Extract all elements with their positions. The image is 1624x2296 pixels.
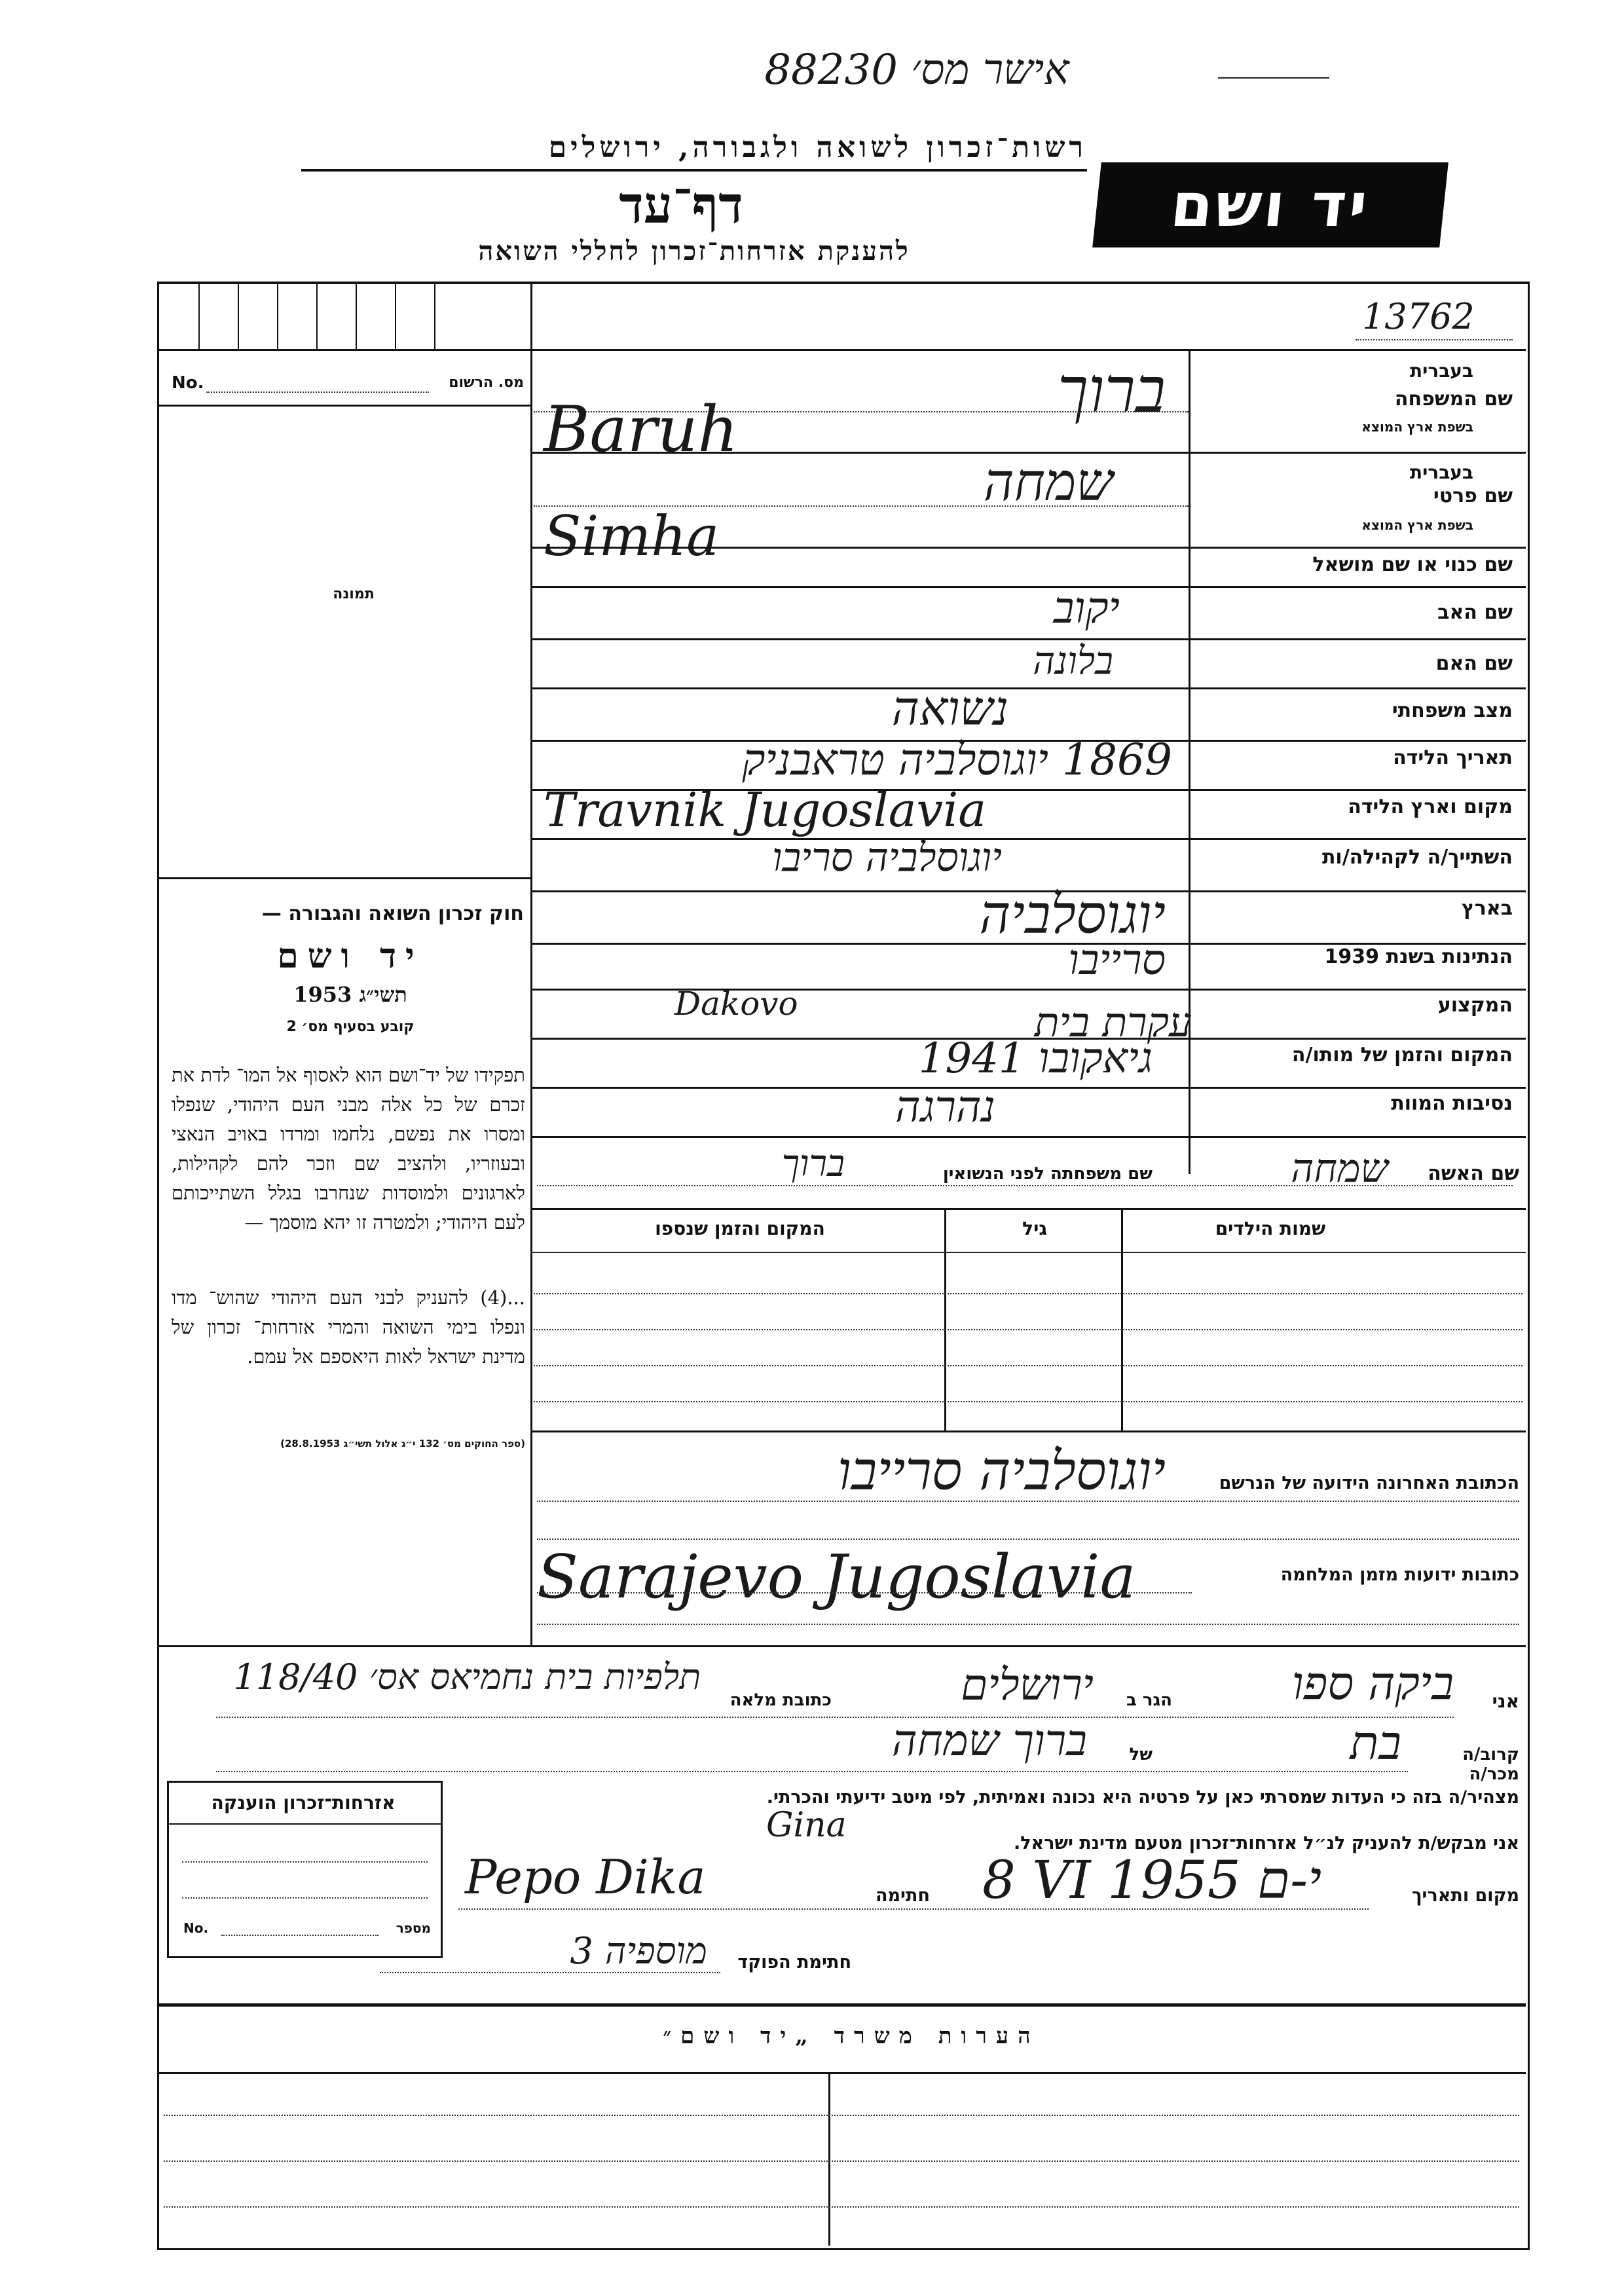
top-rule-left xyxy=(159,349,532,351)
value-relation: בת xyxy=(1350,1715,1401,1770)
label-father: שם האב xyxy=(1437,601,1513,624)
rule-wife xyxy=(530,1208,1526,1210)
value-birth-place: Travnik Jugoslavia xyxy=(544,782,987,837)
label-wife-name: שם האשה xyxy=(1428,1162,1519,1185)
label-profession: המקצוע xyxy=(1437,994,1513,1017)
children-header-rule xyxy=(530,1252,1526,1253)
label-first-name: שם פרטי xyxy=(1433,484,1513,507)
reg-no-rule xyxy=(159,405,532,407)
relative-line xyxy=(216,1771,1408,1772)
value-death-town: Dakovo xyxy=(674,985,798,1023)
value-citizenship: סרייבו xyxy=(1068,936,1166,985)
rule-first xyxy=(530,547,1526,549)
value-maiden-name: ברוך xyxy=(781,1142,845,1185)
signature-line xyxy=(458,1908,1369,1910)
label-first-hebrew: בעברית xyxy=(1409,462,1473,483)
org-line: רשות־זכרון לשואה ולגבורה, ירושלים xyxy=(548,131,1087,164)
law-name: יד ושם xyxy=(277,936,424,976)
label-declarant: אני xyxy=(1492,1690,1519,1712)
value-wife-name: שמחה xyxy=(1291,1146,1388,1192)
reg-no-prefix: No. xyxy=(172,373,204,393)
value-signature-2: Gina xyxy=(766,1806,847,1845)
children-col-2 xyxy=(944,1208,946,1430)
label-death-circumstances: נסיבות המוות xyxy=(1391,1092,1513,1115)
value-birth-date: 1869 יוגוסלביה טראבניק xyxy=(742,735,1172,785)
value-full-address: תלפיות בית נחמיאס אס׳ 118/40 xyxy=(233,1656,701,1698)
law-paragraph-2: ...(4) להעניק לבני העם היהודי שהוש־ מדו ונפלו בימי השואה והמרי אזרחות־ זכרון של מדינת ישראל לאות היאספם אל עמם. xyxy=(172,1286,525,1368)
rule-death-circumstances xyxy=(530,1136,1526,1138)
rule-wartime xyxy=(159,1645,1526,1647)
value-declarant-city: ירושלים xyxy=(961,1660,1094,1710)
value-death-place: גיאקובו 1941 xyxy=(918,1034,1153,1083)
value-of-name: ברוך שמחה xyxy=(891,1715,1087,1766)
value-community: יוגוסלביה סריבו xyxy=(772,835,1002,881)
registration-boxes xyxy=(159,283,532,349)
wife-line xyxy=(537,1185,1513,1186)
value-country: יוגוסלביה xyxy=(979,884,1166,946)
label-signature: חתימה xyxy=(875,1886,930,1906)
label-last-address: הכתובת האחרונה הידועה של הנרשם xyxy=(1219,1473,1519,1493)
logo-text: יד ושם xyxy=(1168,170,1373,240)
wartime-line-2 xyxy=(537,1624,1519,1625)
citizenship-number-label: מספר xyxy=(396,1920,431,1936)
value-marital: נשואה xyxy=(891,681,1008,736)
reg-no-line xyxy=(206,392,429,393)
citizenship-box xyxy=(167,1781,443,1958)
value-officer-signature: מוספיה 3 xyxy=(570,1930,707,1973)
children-row-2 xyxy=(534,1329,1522,1330)
officer-line xyxy=(380,1972,720,1973)
label-birth-date: תאריך הלידה xyxy=(1393,746,1513,769)
declaration-request: אני מבקש/ת להעניק לנ״ל אזרחות־זכרון מטעם מדינת ישראל. xyxy=(1013,1833,1519,1853)
label-wartime-addresses: כתובות ידועות מזמן המלחמה xyxy=(1280,1565,1519,1585)
last-address-line xyxy=(537,1501,1519,1502)
children-row-1 xyxy=(534,1293,1522,1294)
record-number: 13762 xyxy=(1362,296,1475,337)
label-children-age: גיל xyxy=(1022,1218,1047,1239)
label-family-name: שם המשפחה xyxy=(1394,388,1513,410)
label-family-local: בשפת ארץ המוצא xyxy=(1361,419,1473,435)
photo-label: תמונה xyxy=(333,586,375,602)
value-death-circumstances: נהרגה xyxy=(895,1082,995,1132)
office-notes-row-2 xyxy=(164,2160,1519,2162)
label-officer-signature: חתימת הפוקד xyxy=(737,1952,851,1973)
rule-children xyxy=(530,1430,1526,1432)
record-number-line xyxy=(1356,339,1513,340)
last-address-line-2 xyxy=(537,1539,1519,1540)
label-community: השתייך/ה לקהילה/ות xyxy=(1321,846,1513,869)
value-signature: Pepo Dika xyxy=(465,1850,706,1904)
value-family-name-hebrew: ברוך xyxy=(1057,354,1166,427)
citizenship-box-title: אזרחות־זכרון הוענקה xyxy=(211,1792,396,1813)
label-relative: קרוב/ה מכר/ה xyxy=(1462,1745,1519,1784)
law-clause: קובע בסעיף מס׳ 2 xyxy=(286,1019,415,1035)
document-title: דף־עד xyxy=(619,175,743,235)
value-mother: בלונה xyxy=(1033,638,1113,683)
label-children-names: שמות הילדים xyxy=(1215,1218,1326,1239)
org-underline xyxy=(301,169,1087,172)
rule-office-notes-top xyxy=(159,2003,1526,2007)
column-divider xyxy=(530,283,532,1645)
value-profession: עקרת בית xyxy=(1034,998,1192,1046)
law-paragraph-1: תפקידו של יד־ושם הוא לאסוף אל המו־ לדת את זכרם של כל אלה מבני העם היהודי, שנפלו ומסרו את נפשם, נלחמו ומרדו באויב הנאצי ובעוזריו, ולהציב שם וזכר להם לקהילות, לארגונים ולמוסדות שנחרבו בגלל השתייכותם לעם היהודי; ולמטרה זו יהא מוסמך — xyxy=(172,1064,525,1233)
document-subtitle: להענקת אזרחות־זכרון לחללי השואה xyxy=(478,236,910,266)
label-lives-in: הגר ב xyxy=(1126,1690,1172,1710)
label-nickname: שם כנוי או שם מושאל xyxy=(1312,553,1513,576)
label-birth-place: מקום וארץ הלידה xyxy=(1348,795,1513,818)
value-family-name-local: Baruh xyxy=(544,393,739,466)
label-of: של xyxy=(1129,1745,1153,1764)
label-death-place: המקום והזמן של מותו/ה xyxy=(1291,1044,1513,1066)
label-full-address: כתובת מלאה xyxy=(729,1690,832,1710)
approval-note: אישר מס׳ 88230 xyxy=(764,46,1069,94)
photo-rule xyxy=(159,877,532,879)
rule-mother xyxy=(530,687,1526,689)
top-rule-right xyxy=(530,349,1526,351)
law-source: (ספר החוקים מס׳ 132 י״ג אלול תשי״ג 28.8.1953) xyxy=(280,1438,525,1449)
value-declarant-name: ביקה ספו xyxy=(1291,1656,1454,1710)
reg-no-label: מס. הרשום xyxy=(449,374,524,391)
label-citizenship: הנתינות בשנת 1939 xyxy=(1324,945,1513,968)
value-place-date: 8 VI 1955 י-ם xyxy=(982,1850,1322,1910)
label-maiden-name: שם משפחתה לפני הנשואין xyxy=(942,1164,1153,1184)
children-row-3 xyxy=(534,1365,1522,1366)
label-mother: שם האם xyxy=(1435,652,1513,675)
office-notes-divider xyxy=(828,2072,830,2246)
yad-vashem-logo xyxy=(1092,162,1449,247)
children-row-4 xyxy=(534,1401,1522,1402)
value-father: יקוב xyxy=(1053,583,1120,633)
office-notes-title: הערות משרד „יד ושם״ xyxy=(663,2023,1040,2049)
label-marital: מצב משפחתי xyxy=(1392,699,1513,722)
wartime-line xyxy=(537,1592,1192,1594)
value-first-name-local: Simha xyxy=(544,504,720,568)
value-first-name-hebrew: שמחה xyxy=(983,452,1113,513)
label-place-date: מקום ותאריך xyxy=(1411,1886,1519,1906)
label-family-hebrew: בעברית xyxy=(1409,360,1473,382)
label-divider xyxy=(1189,349,1190,1174)
corner-mark xyxy=(1218,77,1329,79)
declaration-statement: מצהיר/ה בזה כי העדות שמסרתי כאן על פרטיה היא נכונה ואמיתית, לפי מיטב ידיעתי והכרתי. xyxy=(766,1787,1519,1808)
value-last-address: יוגוסלביה סרייבו xyxy=(837,1440,1166,1503)
law-year: תשי״ג 1953 xyxy=(293,982,407,1007)
office-notes-row-3 xyxy=(164,2206,1519,2208)
law-title: חוק זכרון השואה והגבורה — xyxy=(261,902,524,925)
label-first-local: בשפת ארץ המוצא xyxy=(1361,517,1473,533)
value-wartime-addresses: Sarajevo Jugoslavia xyxy=(537,1542,1136,1612)
rule-office-notes-header xyxy=(159,2072,1526,2074)
children-col-1 xyxy=(1121,1208,1123,1430)
label-children-death: המקום והזמן שנספו xyxy=(655,1218,825,1239)
label-country: בארץ xyxy=(1461,897,1513,920)
office-notes-row-1 xyxy=(164,2115,1519,2116)
citizenship-number-prefix: No. xyxy=(183,1920,209,1936)
